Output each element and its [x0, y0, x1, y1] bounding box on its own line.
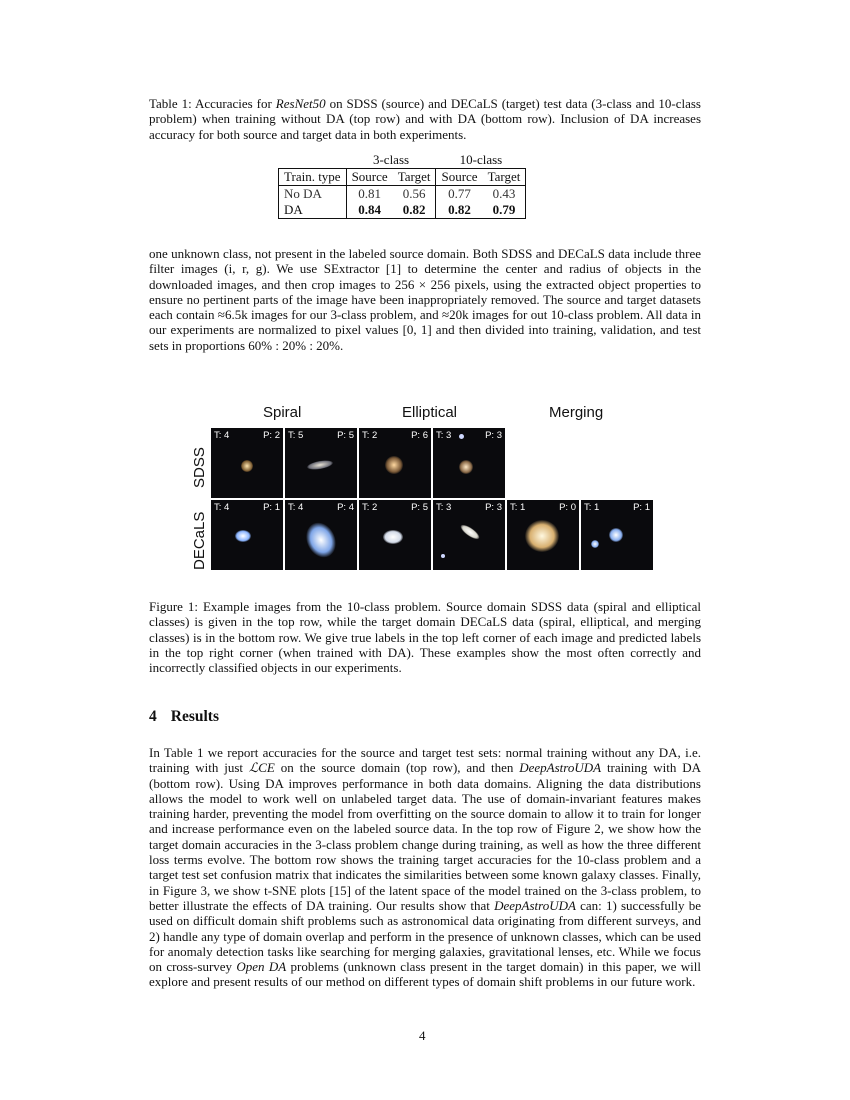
galaxy-image: T: 4 P: 4	[285, 500, 357, 570]
figure-caption: Figure 1: Example images from the 10-class problem. Source domain SDSS data (spiral and elliptical classes) is given in the top row, while the target domain DECaLS data (spiral, elliptical, and merging classes) is in the bottom row. We give true labels in the top left corner of each image and predicted labels in the top right corner (when trained with DA). These examples show the most often correctly and incorrectly classified objects in our experiments.	[149, 599, 701, 676]
column-label-spiral: Spiral	[263, 404, 302, 421]
header-target-3: Target	[393, 169, 436, 186]
table-header-row	[279, 169, 526, 186]
section-title: Results	[170, 708, 219, 725]
open-da-term: Open DA	[236, 959, 287, 975]
body-paragraph-results: In Table 1 we report accuracies for the source and target test sets: normal training without any DA, i.e. training with just ℒCE on the source domain (top row), and then DeepAstroUDA training with DA (bottom row). Using DA improves performance in both data domains. Aligning the data distributions allows the model to work well on unlabeled target data. The use of domain-invariant features makes training harder, preventing the model from overfitting on the source domain to allow it to train for longer and increase performance even on the labeled source data. In the top row of Figure 2, we show how the target domain accuracies in the 3-class problem change during training, as well as how the three different loss terms evolve. The bottom row shows the training target accuracies for the 10-class problem and a target test set confusion matrix that indicates the similarities between some known galaxy classes. Finally, in Figure 3, we show t-SNE plots [15] of the latent space of the model trained on the 3-class problem, to better illustrate the effects of DA training. Our results show that DeepAstroUDA can: 1) successfully be used on difficult domain shift problems such as astronomical data originating from different surveys, and 2) handle any type of domain overlap and perform in the presence of unknown classes, which can be used for anomaly detection tasks like searching for merging galaxies, gravitational lenses, etc. While we focus on cross-survey Open DA problems (unknown class present in the target domain) in this paper, we will explore and present results of our method on different types of domain shift problems in our future work.	[149, 745, 701, 990]
galaxy-image: T: 1 P: 0	[507, 500, 579, 570]
table-caption: Table 1: Accuracies for ResNet50 on SDSS (source) and DECaLS (target) test data (3-class and 10-class problem) when training without DA (top row) and with DA (bottom row). Inclusion of DA increases accuracy for both source and target data in both experiments.	[149, 96, 701, 142]
model-name: ResNet50	[275, 96, 326, 111]
page-number: 4	[419, 1028, 426, 1043]
results-table	[278, 152, 526, 219]
header-train-type: Train. type	[279, 169, 347, 186]
galaxy-image: T: 4 P: 1	[211, 500, 283, 570]
method-name: DeepAstroUDA	[494, 897, 576, 913]
table-row: DA 0.84 0.82 0.82 0.79	[279, 202, 526, 219]
method-name: DeepAstroUDA	[519, 760, 602, 776]
table-row: No DA 0.81 0.56 0.77 0.43	[279, 186, 526, 203]
galaxy-image: T: 5 P: 5	[285, 428, 357, 498]
section-heading	[149, 708, 219, 726]
loss-term: ℒCE	[248, 760, 275, 776]
figure-1	[189, 404, 669, 574]
header-source-3: Source	[346, 169, 393, 186]
galaxy-image: T: 3 P: 3	[433, 500, 505, 570]
column-label-elliptical: Elliptical	[402, 404, 458, 421]
galaxy-image: T: 3 P: 3	[433, 428, 505, 498]
galaxy-image: T: 4 P: 2	[211, 428, 283, 498]
header-source-10: Source	[436, 169, 483, 186]
header-target-10: Target	[483, 169, 526, 186]
group-header-10class: 10-class	[459, 152, 503, 167]
column-label-merging: Merging	[549, 404, 604, 421]
galaxy-image: T: 1 P: 1	[581, 500, 653, 570]
row-label-sdss: SDSS	[191, 447, 208, 488]
section-number: 4	[149, 708, 157, 725]
body-paragraph-data: one unknown class, not present in the labeled source domain. Both SDSS and DECaLS data include three filter images (i, r, g). We use SExtractor [1] to determine the center and radius of objects in the downloaded images, and then crop images to 256 × 256 pixels, using the extracted object properties to ensure no pertinent parts of the image have been inappropriately removed. The source and target datasets each contain ≈6.5k images for our 3-class problem, and ≈20k images for out 10-class problem. All data in our experiments are normalized to pixel values [0, 1] and then divided into training, validation, and test sets in proportions 60% : 20% : 20%.	[149, 246, 701, 353]
row-label-decals: DECaLS	[191, 511, 208, 570]
galaxy-image: T: 2 P: 5	[359, 500, 431, 570]
galaxy-image: T: 2 P: 6	[359, 428, 431, 498]
group-header-3class: 3-class	[372, 152, 410, 167]
